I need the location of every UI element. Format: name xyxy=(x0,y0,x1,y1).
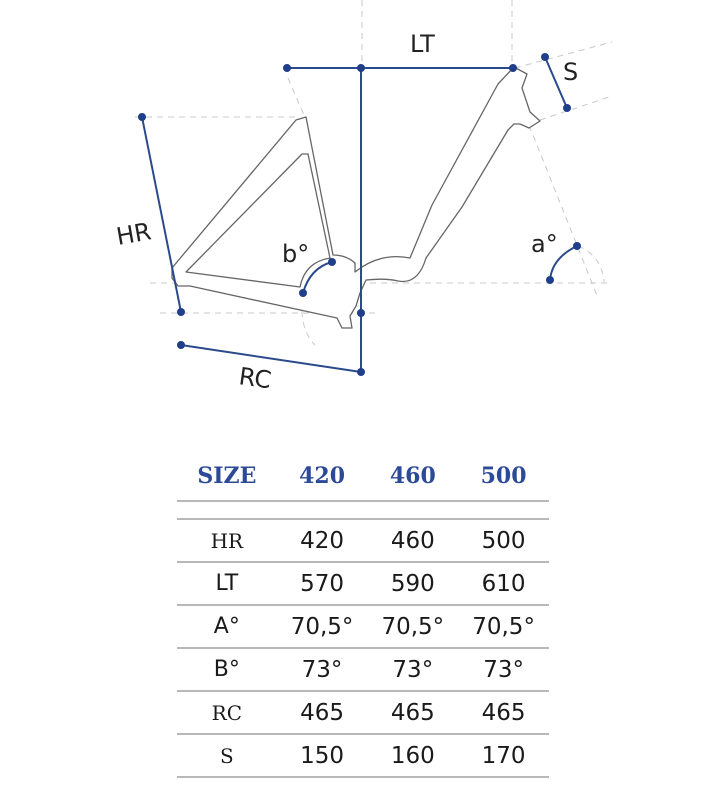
table-cell: 70,5° xyxy=(367,605,458,648)
spacer-cell xyxy=(177,501,549,519)
table-cell: 70,5° xyxy=(458,605,549,648)
table-row-a-angle xyxy=(177,605,549,648)
rc-label: RC xyxy=(237,362,273,395)
table-cell: 420 xyxy=(277,519,368,562)
s-dimension xyxy=(541,53,578,112)
table-cell: 570 xyxy=(277,562,368,605)
table-cell: 160 xyxy=(367,734,458,777)
header-row xyxy=(177,452,549,501)
s-bottom-point xyxy=(563,104,571,112)
hr-label: HR xyxy=(114,217,154,251)
bb-point xyxy=(357,309,365,317)
row-label-hr: HR xyxy=(177,519,277,562)
guide-seat-extension xyxy=(288,78,306,120)
s-label: S xyxy=(563,58,579,86)
a-angle xyxy=(531,230,581,284)
row-label-s: S xyxy=(177,734,277,777)
a-angle-start xyxy=(573,242,581,250)
table-cell: 460 xyxy=(367,519,458,562)
row-label-rc: RC xyxy=(177,691,277,734)
table-cell: 590 xyxy=(367,562,458,605)
table-row-hr xyxy=(177,519,549,562)
lt-right-point xyxy=(509,64,517,72)
lt-mid-point xyxy=(357,64,365,72)
table-cell: 73° xyxy=(458,648,549,691)
table-cell: 170 xyxy=(458,734,549,777)
hr-dimension xyxy=(114,113,185,316)
lt-label: LT xyxy=(410,30,435,58)
table-cell: 500 xyxy=(458,519,549,562)
table-cell: 465 xyxy=(367,691,458,734)
hr-top-point xyxy=(138,113,146,121)
table-row-rc xyxy=(177,691,549,734)
table-cell: 610 xyxy=(458,562,549,605)
rc-right-point xyxy=(357,368,365,376)
guide-steerer-extension xyxy=(525,115,598,298)
size-column-460: 460 xyxy=(367,452,458,501)
table-row-lt xyxy=(177,562,549,605)
size-table-header xyxy=(177,452,549,501)
table-spacer-row xyxy=(177,501,549,519)
b-angle-end xyxy=(328,258,336,266)
guide-head-arc xyxy=(578,246,604,282)
lt-left-point xyxy=(283,64,291,72)
table-cell: 465 xyxy=(277,691,368,734)
size-table-body xyxy=(177,501,549,777)
b-angle-label: b° xyxy=(282,240,310,268)
row-label-a-angle: A° xyxy=(177,605,277,648)
a-angle-end xyxy=(546,276,554,284)
row-label-lt: LT xyxy=(177,562,277,605)
size-header-label: SIZE xyxy=(177,452,277,501)
b-angle-start xyxy=(299,289,307,297)
rc-left-point xyxy=(177,341,185,349)
frame-outline xyxy=(172,67,540,328)
size-column-420: 420 xyxy=(277,452,368,501)
hr-bottom-point xyxy=(177,308,185,316)
table-cell: 73° xyxy=(367,648,458,691)
guide-lines xyxy=(135,0,612,345)
size-column-500: 500 xyxy=(458,452,549,501)
table-row-s xyxy=(177,734,549,777)
geometry-size-table xyxy=(177,452,549,778)
guide-head-lower xyxy=(540,96,612,120)
table-cell: 73° xyxy=(277,648,368,691)
row-label-b-angle: B° xyxy=(177,648,277,691)
s-top-point xyxy=(541,53,549,61)
table-row-b-angle xyxy=(177,648,549,691)
table-cell: 150 xyxy=(277,734,368,777)
bike-frame xyxy=(172,67,540,328)
table-cell: 465 xyxy=(458,691,549,734)
rc-dimension xyxy=(177,309,365,394)
table-cell: 70,5° xyxy=(277,605,368,648)
a-angle-label: a° xyxy=(531,230,558,258)
